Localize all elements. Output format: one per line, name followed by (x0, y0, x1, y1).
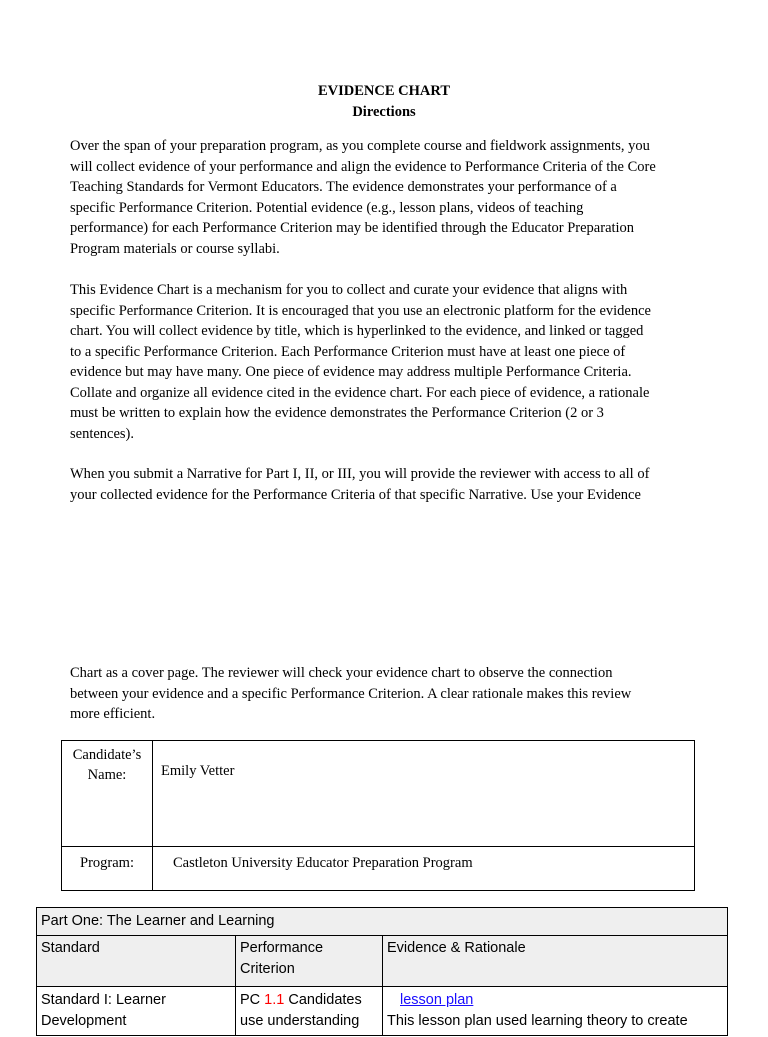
text-line: This Evidence Chart is a mechanism for you to collect and curate your evidence that aligns with (70, 282, 628, 298)
text-line: specific Performance Criterion. Potential evidence (e.g., lesson plans, videos of teaching (70, 199, 584, 216)
directions-paragraph-2 (70, 280, 710, 444)
part-one-table (36, 907, 728, 1036)
program-value: Castleton University Educator Preparation Program (153, 847, 695, 891)
directions-paragraph-1 (70, 136, 710, 259)
candidate-name-value: Emily Vetter (153, 741, 695, 847)
label-line: Candidate’s (72, 747, 142, 763)
column-header-row (37, 936, 728, 987)
program-label: Program: (62, 847, 153, 891)
directions-paragraph-3 (70, 464, 710, 505)
text-line: Over the span of your preparation program, as you complete course and fieldwork assignments, you (70, 138, 650, 154)
text-line: Program materials or course syllabi. (70, 240, 280, 257)
text-line: more efficient. (70, 706, 156, 722)
document-title: EVIDENCE CHART (317, 83, 451, 99)
candidate-name-label (62, 741, 153, 847)
text-line: must be written to explain how the evidence demonstrates the Performance Criterion (2 or 3 (70, 405, 604, 421)
text-line: to a specific Performance Criterion. Each Performance Criterion must have at least one piece of (70, 343, 626, 360)
directions-paragraph-4 (70, 663, 710, 725)
text-line: When you submit a Narrative for Part I, II, or III, you will provide the reviewer with access to all of (70, 466, 650, 482)
pc-number: 1.1 (264, 992, 285, 1008)
text-line: chart. You will collect evidence by title, which is hyperlinked to the evidence, and linked or tagged (70, 323, 644, 339)
header-performance-criterion: Performance Criterion (236, 936, 383, 987)
text-line: Chart as a cover page. The reviewer will check your evidence chart to observe the connection (70, 665, 613, 681)
program-row (62, 847, 695, 891)
pc-text: Candidates use understanding (240, 992, 362, 1029)
pc-prefix: PC (240, 992, 265, 1008)
row-performance-criterion (236, 987, 383, 1036)
text-line: will collect evidence of your performance and align the evidence to Performance Criteria of the Core (70, 158, 656, 175)
header-standard: Standard (37, 936, 236, 987)
candidate-info-table (61, 740, 695, 891)
text-line: between your evidence and a specific Performance Criterion. A clear rationale makes this review (70, 685, 632, 702)
label-line: Name: (87, 767, 127, 783)
row-evidence-rationale (383, 987, 728, 1036)
text-line: evidence but may have many. One piece of evidence may address multiple Performance Criteria. (70, 364, 632, 380)
text-line: your collected evidence for the Performance Criteria of that specific Narrative. Use your Evidence (70, 486, 641, 503)
lesson-plan-link[interactable]: lesson plan (400, 992, 474, 1008)
part-title: Part One: The Learner and Learning (37, 908, 728, 936)
row-standard: Standard I: Learner Development (37, 987, 236, 1036)
part-one-table-wrapper (36, 907, 728, 1037)
part-title-row (37, 908, 728, 936)
text-line: sentences). (70, 425, 135, 442)
candidate-name-row (62, 741, 695, 847)
table-row (37, 987, 728, 1036)
text-line: Collate and organize all evidence cited in the evidence chart. For each piece of evidence, a rationale (70, 384, 650, 401)
header-evidence-rationale: Evidence & Rationale (383, 936, 728, 987)
evidence-rationale-text: This lesson plan used learning theory to create (387, 1013, 688, 1029)
text-line: performance) for each Performance Criterion may be identified through the Educator Preparation (70, 220, 635, 236)
document-subtitle: Directions (352, 104, 416, 120)
text-line: Teaching Standards for Vermont Educators. The evidence demonstrates your performance of a (70, 179, 617, 195)
text-line: specific Performance Criterion. It is encouraged that you use an electronic platform for the evidence (70, 302, 651, 319)
